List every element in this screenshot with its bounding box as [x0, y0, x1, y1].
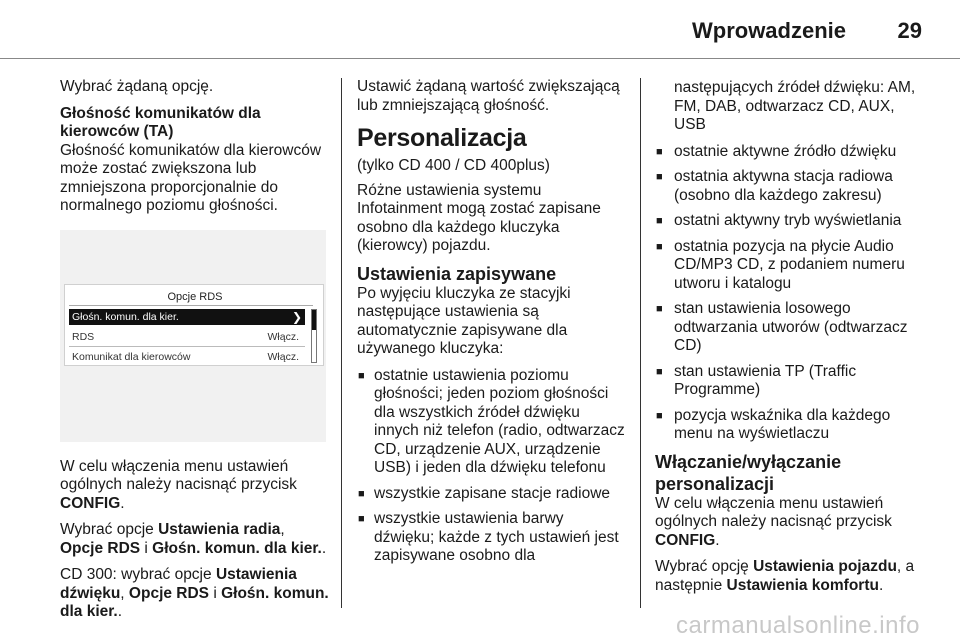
column-middle	[357, 78, 627, 573]
menu-item-selected[interactable]	[69, 309, 305, 325]
menu-ref-vehicle-settings: Ustawienia pojazdu	[753, 558, 897, 575]
text: .	[321, 539, 327, 557]
text: Wybrać opcje	[60, 521, 159, 538]
config-button-ref: CONFIG	[655, 531, 716, 549]
list-item: ■ wszystkie zapisane stacje radiowe	[357, 485, 627, 504]
menu-item-label: RDS	[72, 330, 95, 343]
text: W celu włączenia menu ustawień ogólnych należy nacisnąć przycisk	[60, 457, 297, 493]
menu-ref-ta-volume: Głośn. komun. dla kier.	[152, 539, 322, 557]
section-title-personalization: Personalizacja	[357, 124, 527, 152]
text: Wybrać opcję	[655, 558, 754, 575]
screen-title-divider	[69, 305, 313, 306]
text: i	[140, 539, 153, 557]
menu-divider	[69, 346, 305, 347]
saved-settings-list	[357, 367, 627, 566]
list-item: ■ ostatnie aktywne źródło dźwięku	[655, 143, 927, 162]
list-item: ■ wszystkie ustawienia barwy dźwięku; każde z tych ustawień jest zapisywane osobno dla	[357, 510, 627, 566]
menu-item-traffic-announcement[interactable]	[69, 349, 305, 365]
subsection-title-saved-settings: Ustawienia zapisywane	[357, 263, 557, 284]
paragraph-cd300-options	[60, 566, 332, 622]
list-item: ■ stan ustawienia TP (Traffic Programme)	[655, 363, 927, 400]
rds-options-screen	[64, 284, 324, 366]
text: , a następnie	[655, 558, 915, 594]
text: .	[117, 603, 123, 620]
list-item: ■ ostatnia pozycja na płycie Audio CD/MP3 CD, z podaniem numeru utworu i katalogu	[655, 238, 927, 294]
page-number: 29	[897, 18, 922, 43]
display-figure	[60, 230, 326, 442]
menu-ref-comfort-settings: Ustawienia komfortu	[726, 576, 879, 594]
menu-ref-radio-settings: Ustawienia radia	[158, 521, 281, 538]
list-item: ■ stan ustawienia losowego odtwarzania utworów (odtwarzacz CD)	[655, 300, 927, 356]
column-divider-2	[640, 78, 641, 608]
applicability-note: (tylko CD 400 / CD 400plus)	[357, 157, 550, 174]
menu-item-value: Włącz.	[267, 350, 299, 363]
column-left	[60, 78, 332, 630]
text: CD 300: wybrać opcje	[60, 566, 216, 583]
paragraph-ta-volume: Głośność komunikatów dla kierowców może zostać zwiększona lub zmniejszona proporcjonalnie do normalnego poziomu głośności.	[60, 141, 322, 214]
section-heading-ta-volume: Głośność komunikatów dla kierowców (TA)	[60, 104, 261, 140]
list-item: ■ pozycja wskaźnika dla każdego menu na wyświetlaczu	[655, 407, 927, 444]
text: ,	[280, 521, 285, 538]
config-button-ref: CONFIG	[60, 494, 121, 512]
list-item: ■ ostatnia aktywna stacja radiowa (osobno dla każdego zakresu)	[655, 168, 927, 205]
paragraph-saved-settings-intro: Po wyjęciu kluczyka ze stacyjki następujące ustawienia są automatycznie zapisywane dla używanego kluczyka:	[357, 284, 571, 357]
menu-ref-sound-settings: Ustawienia dźwięku	[60, 566, 297, 602]
paragraph-select-radio-options	[60, 521, 332, 558]
menu-item-label: Komunikat dla kierowców	[72, 350, 191, 363]
column-divider-1	[341, 78, 342, 608]
paragraph-config-button	[60, 458, 332, 514]
menu-ref-rds-options: Opcje RDS	[128, 584, 210, 602]
subsection-title-toggle-personalization: Włączanie/wyłączanie personalizacji	[655, 451, 842, 494]
header-divider	[0, 58, 960, 59]
column-right	[655, 79, 927, 603]
paragraph-personalization-intro: Różne ustawienia systemu Infotainment mogą zostać zapisane osobno dla każdego kluczyka (kierowcy) pojazdu.	[357, 181, 601, 254]
text: .	[715, 531, 720, 549]
text: W celu włączenia menu ustawień ogólnych należy nacisnąć przycisk	[655, 494, 892, 530]
screen-scrollbar[interactable]	[311, 309, 317, 363]
paragraph-select-option: Wybrać żądaną opcję.	[60, 78, 214, 95]
paragraph-set-volume: Ustawić żądaną wartość zwiększającą lub zmniejszającą głośność.	[357, 78, 620, 114]
list-item: ■ ostatnie ustawienia poziomu głośności; jeden poziom głośności dla wszystkich źródeł dźwięku innych niż telefon (radio, odtwarzacz CD, urządzenie AUX, urządzenie USB) i jeden dla dźwięku telefonu	[357, 367, 627, 478]
text: ,	[120, 584, 129, 602]
paragraph-config-button	[655, 495, 927, 551]
text: .	[878, 576, 884, 594]
menu-item-value: Włącz.	[267, 330, 299, 343]
screen-title: Opcje RDS	[167, 290, 223, 303]
menu-ref-rds-options: Opcje RDS	[60, 539, 141, 557]
scrollbar-thumb[interactable]	[312, 310, 316, 331]
page-title: Wprowadzenie	[691, 18, 846, 43]
chevron-right-icon: ❯	[291, 309, 302, 324]
page-header	[0, 0, 960, 62]
list-item: ■ ostatni aktywny tryb wyświetlania	[655, 212, 927, 231]
saved-settings-list-continued	[655, 143, 927, 444]
text: .	[120, 494, 125, 512]
text: i	[209, 584, 222, 602]
list-item-continuation: następujących źródeł dźwięku: AM, FM, DAB, odtwarzacz CD, AUX, USB	[674, 79, 916, 133]
watermark: carmanualsonline.info	[676, 612, 920, 639]
menu-item-label: Głośn. komun. dla kier.	[72, 310, 179, 323]
menu-ref-ta-volume: Głośn. komun. dla kier.	[60, 584, 329, 620]
menu-item-rds[interactable]	[69, 329, 305, 345]
paragraph-vehicle-settings	[655, 558, 927, 595]
